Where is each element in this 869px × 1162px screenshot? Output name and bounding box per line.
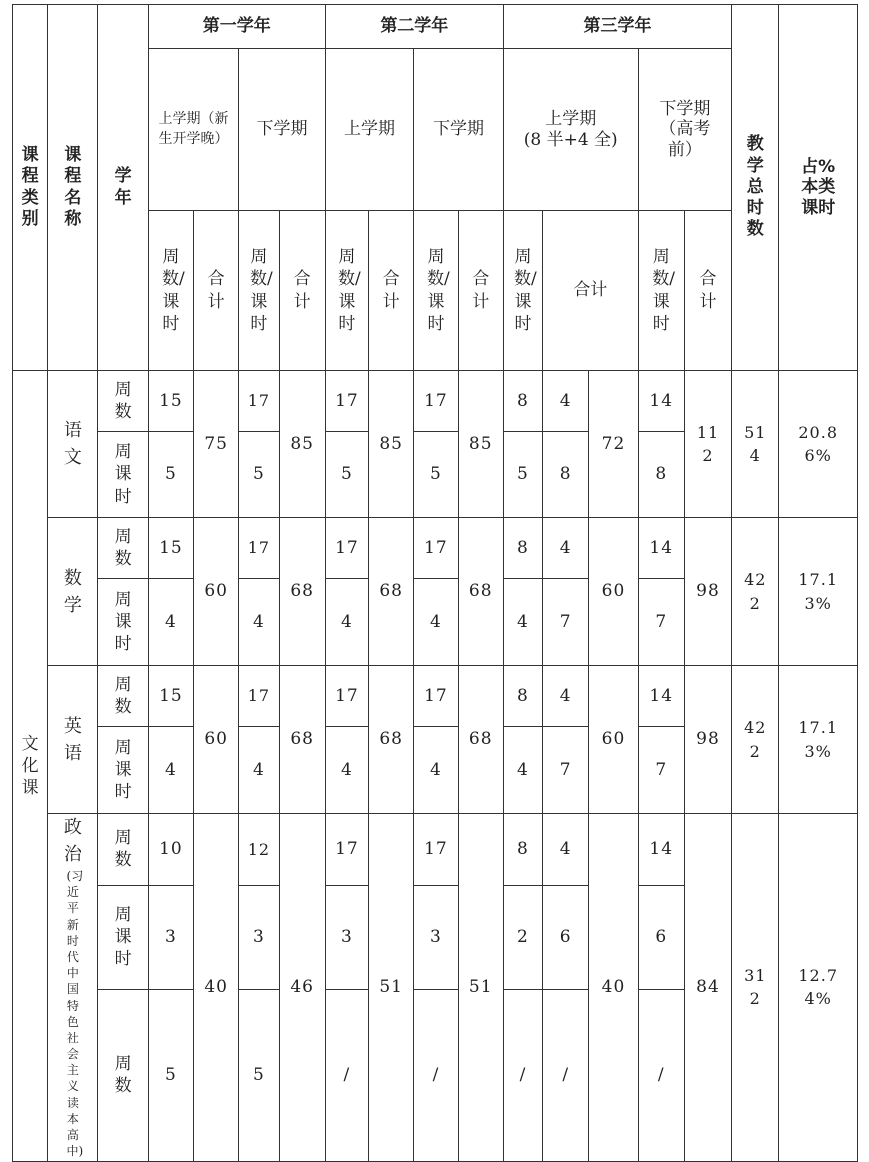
- subject-politics-note: (习近平新时代中国特色社会主义读本高中): [66, 869, 84, 1159]
- cell-value: 4: [414, 579, 458, 666]
- cell-total: 60: [589, 666, 638, 814]
- cell-value: 5: [414, 432, 458, 518]
- cell-total: 112: [684, 371, 731, 518]
- subject-english: 英语: [48, 666, 98, 814]
- cell-value: 7: [638, 727, 684, 814]
- subject-math: 数学: [48, 518, 98, 666]
- header-y2-first-semester: 上学期: [325, 49, 414, 211]
- row-label-weekly-hours: 周课时: [98, 579, 148, 666]
- cell-value: 14: [638, 666, 684, 727]
- row-label-weeks: 周数: [98, 666, 148, 727]
- row-label-weekly-hours: 周课时: [98, 727, 148, 814]
- cell-total: 60: [194, 518, 239, 666]
- cell-value: 14: [638, 518, 684, 579]
- course-schedule-table: [12, 4, 858, 1162]
- cell-value: 8: [503, 371, 542, 432]
- cell-total-hours: 422: [732, 666, 779, 814]
- cell-total-hours: 422: [732, 518, 779, 666]
- table-row: [13, 371, 858, 432]
- sub-total-y3s1: 合计: [543, 211, 639, 371]
- sub-total-y2s2: 合计: [458, 211, 503, 371]
- header-y1-second-semester: 下学期: [239, 49, 326, 211]
- cell-value: 17: [325, 518, 368, 579]
- cell-value: 15: [148, 371, 193, 432]
- cell-value: 15: [148, 666, 193, 727]
- cell-value: 4: [148, 579, 193, 666]
- cell-value: 7: [543, 727, 589, 814]
- cell-value: 14: [638, 814, 684, 886]
- sub-weeks-hours-y1s2: 周数/课时: [239, 211, 279, 371]
- cell-value: /: [414, 989, 458, 1161]
- cell-total: 68: [279, 666, 325, 814]
- cell-value: 17: [239, 518, 279, 579]
- cell-value: 17: [325, 666, 368, 727]
- cell-value: 17: [325, 814, 368, 886]
- cell-total: 68: [458, 666, 503, 814]
- cell-total: 68: [369, 518, 414, 666]
- header-y3-first-semester-line1: 上学期: [545, 109, 597, 130]
- subject-politics: [48, 814, 98, 1162]
- header-category: 课程类别: [13, 5, 48, 371]
- subject-politics-name: 政治: [63, 817, 82, 865]
- cell-value: 5: [239, 432, 279, 518]
- cell-value: 3: [325, 885, 368, 989]
- header-percent-line1: 占%: [801, 156, 836, 177]
- cell-value: 4: [239, 727, 279, 814]
- cell-value: 3: [414, 885, 458, 989]
- row-label-weeks: 周数: [98, 518, 148, 579]
- row-label-weekly-hours: 周课时: [98, 432, 148, 518]
- row-label-weeks: 周数: [98, 989, 148, 1161]
- row-label-weekly-hours: 周课时: [98, 885, 148, 989]
- cell-percent: 12.74%: [779, 814, 858, 1162]
- cell-total: 40: [589, 814, 638, 1162]
- sub-weeks-hours-y1s1: 周数/课时: [148, 211, 193, 371]
- cell-value: 17: [325, 371, 368, 432]
- cell-total: 60: [194, 666, 239, 814]
- cell-value: 4: [148, 727, 193, 814]
- cell-value: 14: [638, 371, 684, 432]
- cell-value: 4: [503, 727, 542, 814]
- header-y1-first-semester: 上学期（新生开学晚）: [148, 49, 239, 211]
- cell-total: 51: [458, 814, 503, 1162]
- table-row: [13, 666, 858, 727]
- cell-value: 6: [543, 885, 589, 989]
- cell-value: 4: [325, 579, 368, 666]
- cell-value: 4: [543, 518, 589, 579]
- cell-total: 84: [684, 814, 731, 1162]
- header-y3-second-semester: 下学期（高考前）: [638, 49, 732, 211]
- cell-value: 17: [414, 814, 458, 886]
- cell-value: 10: [148, 814, 193, 886]
- cell-total: 98: [684, 518, 731, 666]
- cell-value: 4: [543, 371, 589, 432]
- header-y3-first-semester: [503, 49, 638, 211]
- cell-value: /: [503, 989, 542, 1161]
- cell-total: 40: [194, 814, 239, 1162]
- cell-value: 5: [148, 432, 193, 518]
- cell-percent: 17.13%: [779, 666, 858, 814]
- cell-total: 68: [279, 518, 325, 666]
- cell-value: 8: [638, 432, 684, 518]
- cell-value: 3: [148, 885, 193, 989]
- sub-weeks-hours-y2s2: 周数/课时: [414, 211, 458, 371]
- sub-weeks-hours-y3s2: 周数/课时: [638, 211, 684, 371]
- cell-value: 8: [543, 432, 589, 518]
- cell-value: 4: [543, 814, 589, 886]
- cell-value: 4: [503, 579, 542, 666]
- cell-total: 72: [589, 371, 638, 518]
- cell-value: 17: [414, 518, 458, 579]
- cell-total: 85: [279, 371, 325, 518]
- cell-value: 5: [503, 432, 542, 518]
- cell-total: 85: [458, 371, 503, 518]
- cell-value: 17: [414, 666, 458, 727]
- cell-value: /: [543, 989, 589, 1161]
- table-row: [13, 814, 858, 886]
- cell-value: 3: [239, 885, 279, 989]
- cell-total-hours: 312: [732, 814, 779, 1162]
- cell-value: 6: [638, 885, 684, 989]
- cell-value: 12: [239, 814, 279, 886]
- cell-value: /: [638, 989, 684, 1161]
- cell-value: 17: [239, 666, 279, 727]
- cell-total: 85: [369, 371, 414, 518]
- cell-value: 4: [325, 727, 368, 814]
- header-year-1: 第一学年: [148, 5, 325, 49]
- header-y2-second-semester: 下学期: [414, 49, 504, 211]
- sub-total-y1s1: 合计: [194, 211, 239, 371]
- cell-value: 4: [239, 579, 279, 666]
- cell-value: 17: [414, 371, 458, 432]
- cell-total: 98: [684, 666, 731, 814]
- table-row: [13, 518, 858, 579]
- cell-percent: 20.86%: [779, 371, 858, 518]
- cell-total: 60: [589, 518, 638, 666]
- cell-value: 7: [543, 579, 589, 666]
- header-percent-line2: 本类课时: [801, 177, 836, 218]
- cell-value: 5: [325, 432, 368, 518]
- cell-total: 51: [369, 814, 414, 1162]
- cell-value: 15: [148, 518, 193, 579]
- sub-total-y2s1: 合计: [369, 211, 414, 371]
- cell-percent: 17.13%: [779, 518, 858, 666]
- row-label-weeks: 周数: [98, 371, 148, 432]
- cell-total: 75: [194, 371, 239, 518]
- header-year-2: 第二学年: [325, 5, 503, 49]
- subject-chinese: 语文: [48, 371, 98, 518]
- cell-total: 68: [369, 666, 414, 814]
- cell-value: /: [325, 989, 368, 1161]
- cell-value: 2: [503, 885, 542, 989]
- cell-total: 68: [458, 518, 503, 666]
- header-course-name: 课程名称: [48, 5, 98, 371]
- header-y3-first-semester-line2: (8 半+4 全): [523, 129, 618, 150]
- sub-total-y1s2: 合计: [279, 211, 325, 371]
- sub-total-y3s2: 合计: [684, 211, 731, 371]
- row-label-weeks: 周数: [98, 814, 148, 886]
- category-cultural: 文化课: [13, 371, 48, 1162]
- cell-total: 46: [279, 814, 325, 1162]
- cell-value: 5: [239, 989, 279, 1161]
- cell-value: 8: [503, 666, 542, 727]
- header-percent: [779, 5, 858, 371]
- cell-total-hours: 514: [732, 371, 779, 518]
- cell-value: 4: [414, 727, 458, 814]
- cell-value: 8: [503, 518, 542, 579]
- header-total-hours: 教学总时数: [732, 5, 779, 371]
- sub-weeks-hours-y3s1: 周数/课时: [503, 211, 542, 371]
- cell-value: 4: [543, 666, 589, 727]
- cell-value: 17: [239, 371, 279, 432]
- cell-value: 7: [638, 579, 684, 666]
- cell-value: 8: [503, 814, 542, 886]
- header-year-3: 第三学年: [503, 5, 731, 49]
- header-school-year: 学年: [98, 5, 148, 371]
- sub-weeks-hours-y2s1: 周数/课时: [325, 211, 368, 371]
- cell-value: 5: [148, 989, 193, 1161]
